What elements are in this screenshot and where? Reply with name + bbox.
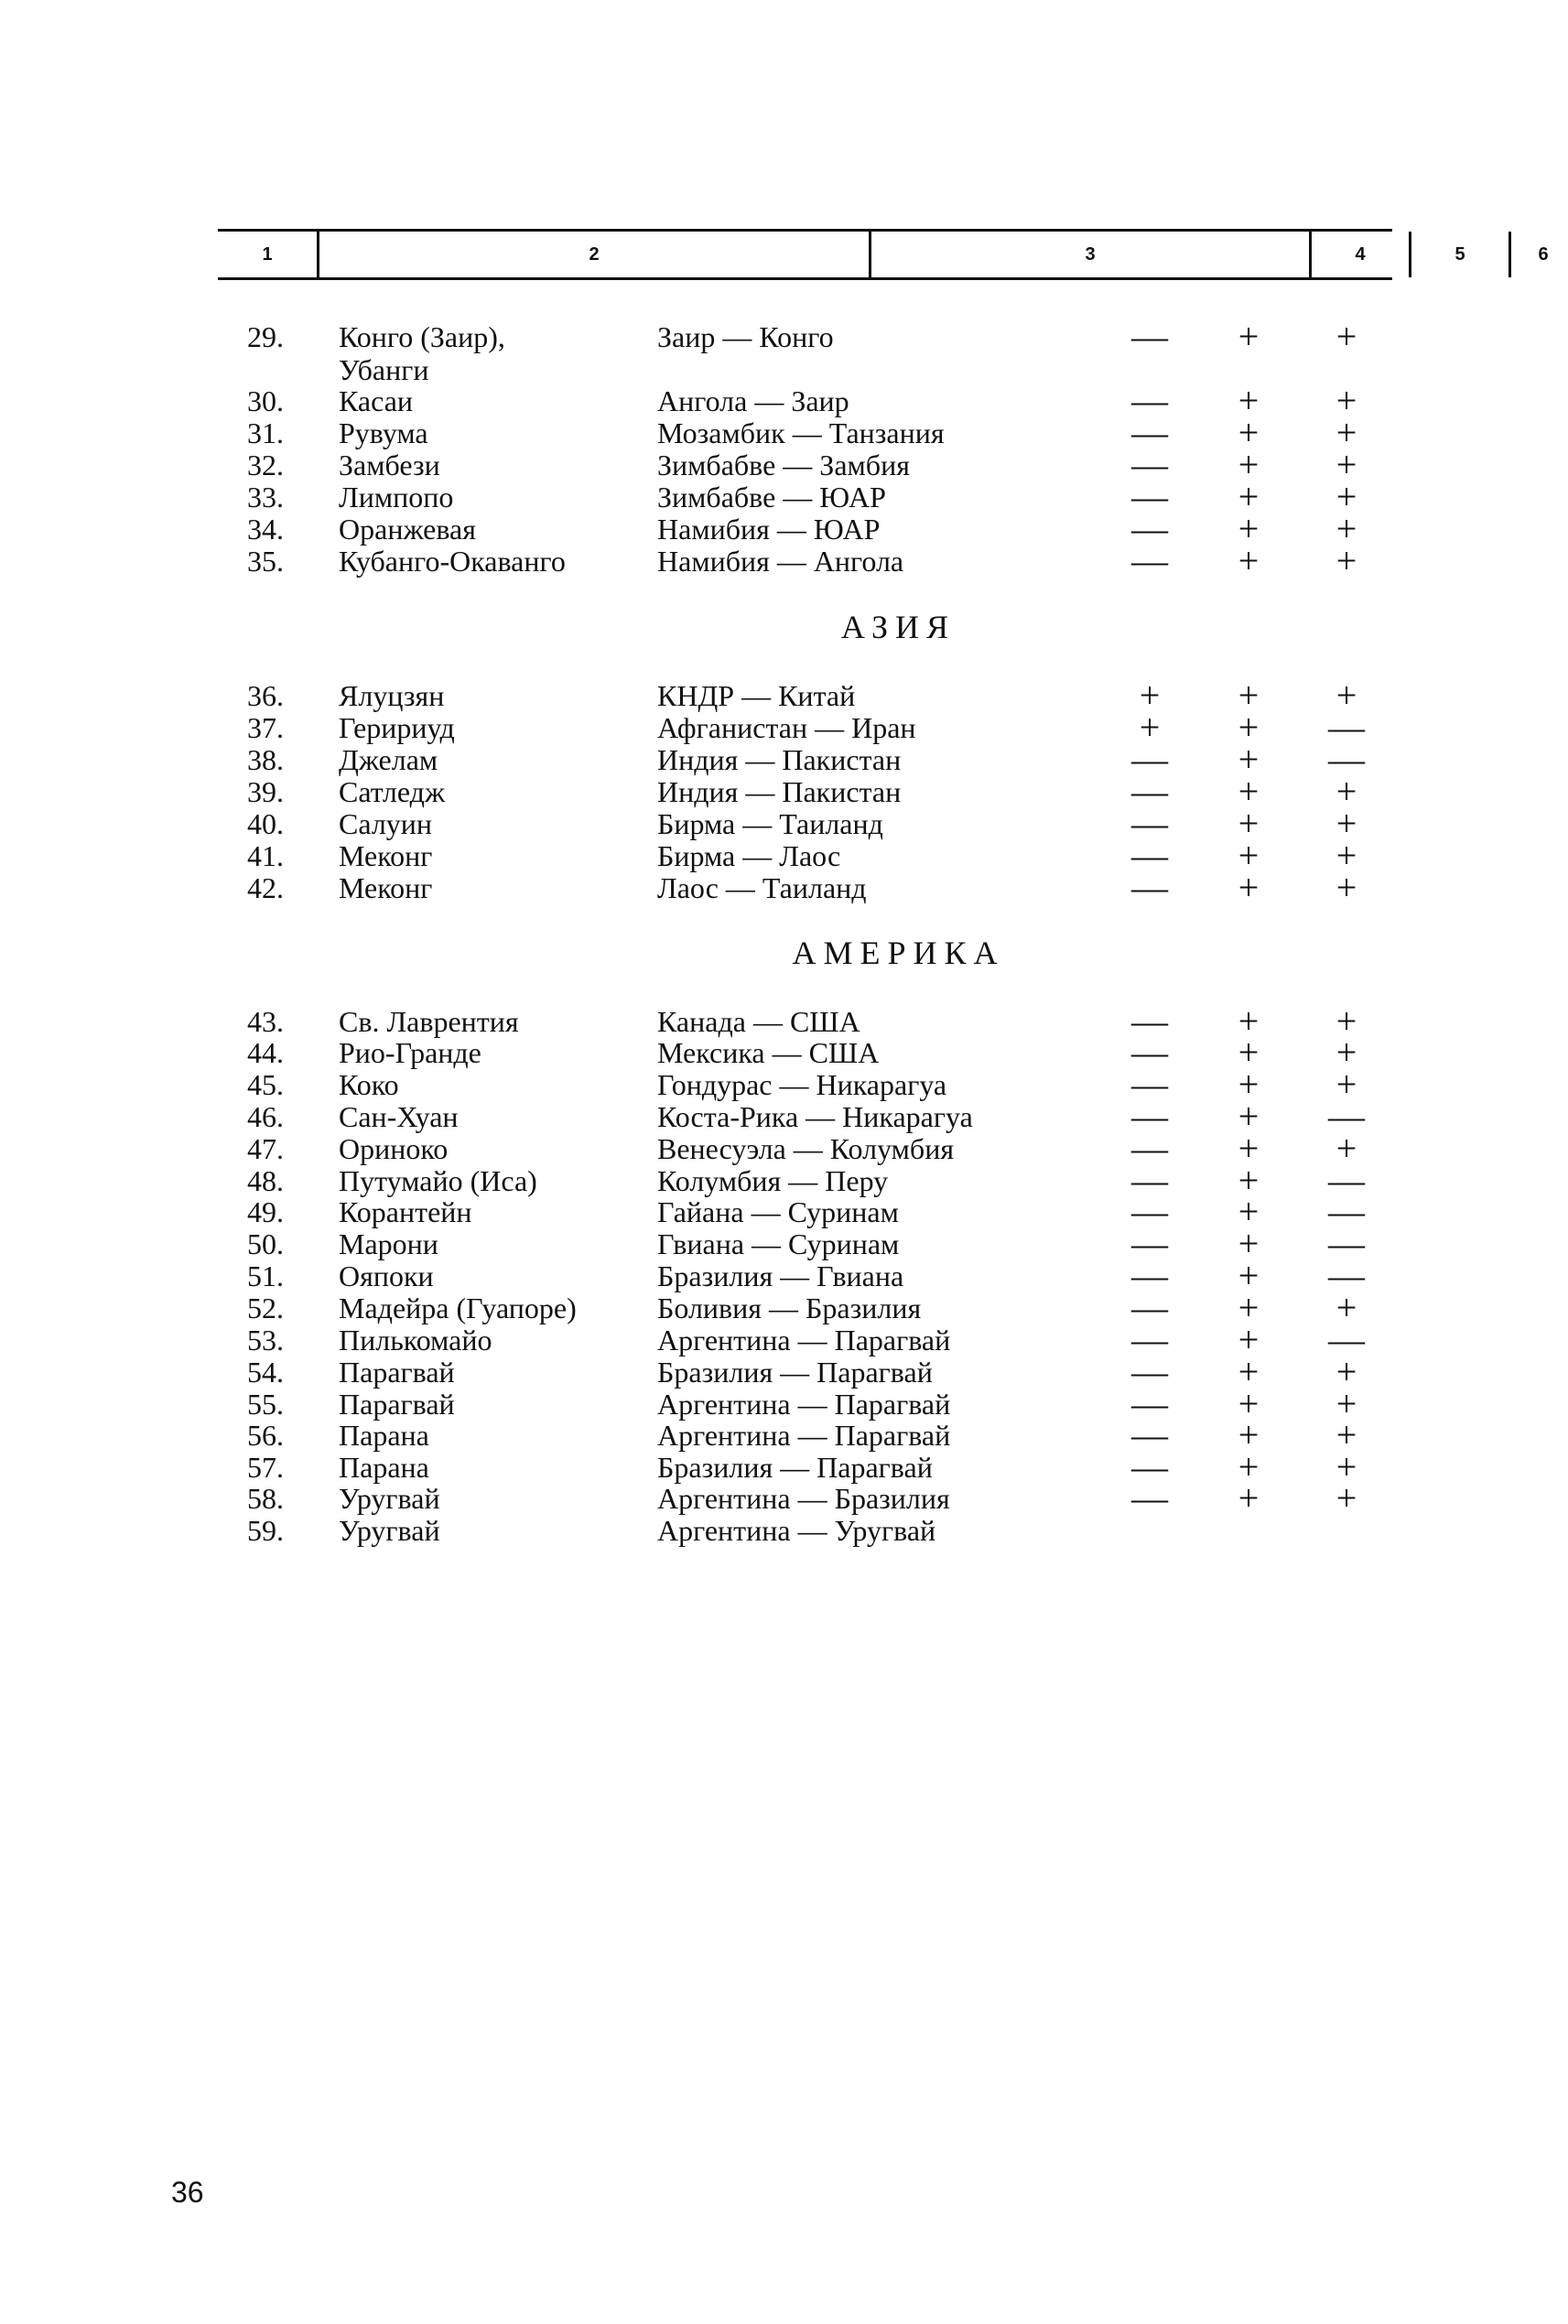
col4-mark: —: [1131, 803, 1168, 844]
header-col-5: 5: [1454, 243, 1465, 265]
col4-mark: —: [1131, 316, 1168, 357]
col6-mark: —: [1328, 739, 1365, 780]
col5-mark: +: [1238, 1160, 1260, 1201]
col4-mark: +: [1139, 675, 1161, 716]
table-row: [0, 1319, 1568, 1360]
col5-mark: +: [1238, 707, 1260, 748]
col4-mark: —: [1131, 412, 1168, 453]
col5-mark: +: [1238, 1477, 1260, 1519]
col5-mark: +: [1238, 540, 1260, 581]
row-number: 53.: [247, 1324, 284, 1357]
row-number: 29.: [247, 320, 284, 353]
col5-mark: +: [1238, 1000, 1260, 1042]
table-header: [218, 229, 1549, 280]
table-row: [0, 353, 1568, 386]
col4-mark: —: [1131, 1000, 1168, 1042]
col4-mark: —: [1131, 1351, 1168, 1392]
row-number: 41.: [247, 839, 284, 872]
col5-mark: +: [1238, 1223, 1260, 1264]
col5-mark: +: [1238, 444, 1260, 485]
header-col-2: 2: [589, 243, 600, 265]
river-name: Салуин: [339, 807, 433, 840]
table-row: [0, 771, 1568, 812]
col6-mark: —: [1328, 1255, 1365, 1296]
col5-mark: +: [1238, 1128, 1260, 1169]
col5-mark: +: [1238, 380, 1260, 421]
col4-mark: —: [1131, 380, 1168, 421]
col5-mark: +: [1238, 476, 1260, 517]
section-title-asia: АЗИЯ: [840, 609, 957, 645]
row-number: 52.: [247, 1292, 284, 1324]
countries: Индия — Пакистан: [657, 743, 902, 776]
table-row: [0, 1414, 1568, 1455]
col4-mark: —: [1131, 508, 1168, 549]
row-number: 35.: [247, 545, 284, 578]
row-number: 51.: [247, 1259, 284, 1292]
col4-mark: —: [1131, 1160, 1168, 1201]
countries: Коста-Рика — Никарагуа: [657, 1100, 973, 1133]
col6-mark: +: [1336, 380, 1357, 421]
river-name: Конго (Заир),: [339, 320, 505, 353]
river-name: Сатледж: [339, 775, 446, 808]
countries: Боливия — Бразилия: [657, 1292, 922, 1324]
row-number: 47.: [247, 1132, 284, 1165]
header-col-4: 4: [1355, 243, 1366, 265]
row-number: 49.: [247, 1195, 284, 1228]
river-name: Геририуд: [339, 711, 455, 744]
countries: Индия — Пакистан: [657, 775, 902, 808]
countries: Аргентина — Уругвай: [657, 1514, 936, 1547]
row-number: 30.: [247, 384, 284, 417]
countries: Зимбабве — ЮАР: [657, 481, 886, 513]
countries: Колумбия — Перу: [657, 1164, 889, 1197]
col6-mark: +: [1336, 1287, 1357, 1328]
table-row: [0, 835, 1568, 876]
river-name: Пилькомайо: [339, 1324, 492, 1357]
river-name: Кубанго-Окаванго: [339, 545, 566, 578]
row-number: 37.: [247, 711, 284, 744]
col5-mark: +: [1238, 412, 1260, 453]
table-row: [0, 739, 1568, 780]
col4-mark: —: [1131, 1446, 1168, 1487]
col6-mark: —: [1328, 707, 1365, 748]
table-row: [0, 1255, 1568, 1296]
col4-mark: —: [1131, 540, 1168, 581]
col4-mark: —: [1131, 476, 1168, 517]
table-row: [0, 380, 1568, 421]
col4-mark: —: [1131, 1477, 1168, 1519]
col5-mark: +: [1238, 1191, 1260, 1232]
row-number: 44.: [247, 1036, 284, 1069]
row-number: 33.: [247, 481, 284, 513]
table-row: [0, 508, 1568, 549]
countries: Лаос — Таиланд: [657, 871, 867, 904]
col6-mark: —: [1328, 1223, 1365, 1264]
row-number: 56.: [247, 1419, 284, 1452]
river-name: Мадейра (Гуапоре): [339, 1292, 577, 1324]
col5-mark: +: [1238, 835, 1260, 876]
col6-mark: +: [1336, 1000, 1357, 1042]
col5-mark: +: [1238, 771, 1260, 812]
table-row: [0, 1351, 1568, 1392]
section-title-america: АМЕРИКА: [792, 935, 1005, 971]
col5-mark: +: [1238, 803, 1260, 844]
col5-mark: +: [1238, 867, 1260, 908]
row-number: 46.: [247, 1100, 284, 1133]
col5-mark: +: [1238, 675, 1260, 716]
river-name: Меконг: [339, 871, 433, 904]
countries: Бразилия — Парагвай: [657, 1451, 933, 1484]
col6-mark: +: [1336, 444, 1357, 485]
river-name: Убанги: [339, 353, 429, 386]
col5-mark: +: [1238, 1319, 1260, 1360]
col6-mark: +: [1336, 1446, 1357, 1487]
river-name: Касаи: [339, 384, 414, 417]
header-col-3: 3: [1085, 243, 1096, 265]
countries: Мозамбик — Танзания: [657, 416, 945, 449]
row-number: 50.: [247, 1227, 284, 1260]
row-number: 58.: [247, 1482, 284, 1515]
river-name: Замбези: [339, 449, 440, 481]
table-row: [0, 476, 1568, 517]
river-name: Уругвай: [339, 1514, 440, 1547]
countries: КНДР — Китай: [657, 679, 856, 712]
row-number: 34.: [247, 513, 284, 546]
col5-mark: +: [1238, 508, 1260, 549]
col4-mark: —: [1131, 835, 1168, 876]
row-number: 32.: [247, 449, 284, 481]
river-name: Рио-Гранде: [339, 1036, 481, 1069]
river-name: Рувума: [339, 416, 428, 449]
col4-mark: —: [1131, 739, 1168, 780]
col4-mark: —: [1131, 1128, 1168, 1169]
col6-mark: +: [1336, 1383, 1357, 1424]
countries: Бирма — Лаос: [657, 839, 841, 872]
col5-mark: +: [1238, 1032, 1260, 1073]
river-name: Парана: [339, 1419, 429, 1452]
river-name: Св. Лаврентия: [339, 1005, 519, 1038]
page-number: 36: [171, 2176, 204, 2209]
col4-mark: —: [1131, 1096, 1168, 1137]
countries: Намибия — ЮАР: [657, 513, 881, 546]
river-name: Джелам: [339, 743, 438, 776]
col6-mark: +: [1336, 1414, 1357, 1455]
row-number: 48.: [247, 1164, 284, 1197]
col6-mark: +: [1336, 1477, 1357, 1519]
col6-mark: +: [1336, 835, 1357, 876]
countries: Гвиана — Суринам: [657, 1227, 900, 1260]
col6-mark: —: [1328, 1160, 1365, 1201]
col5-mark: +: [1238, 1351, 1260, 1392]
col4-mark: —: [1131, 1287, 1168, 1328]
row-number: 55.: [247, 1388, 284, 1421]
col4-mark: —: [1131, 1064, 1168, 1105]
col6-mark: —: [1328, 1191, 1365, 1232]
countries: Зимбабве — Замбия: [657, 449, 910, 481]
row-number: 42.: [247, 871, 284, 904]
countries: Аргентина — Бразилия: [657, 1482, 950, 1515]
river-name: Парана: [339, 1451, 429, 1484]
col4-mark: —: [1131, 1383, 1168, 1424]
countries: Намибия — Ангола: [657, 545, 904, 578]
col6-mark: —: [1328, 1319, 1365, 1360]
table-row: [0, 1032, 1568, 1073]
col6-mark: +: [1336, 1032, 1357, 1073]
row-number: 36.: [247, 679, 284, 712]
row-number: 57.: [247, 1451, 284, 1484]
countries: Аргентина — Парагвай: [657, 1388, 951, 1421]
countries: Заир — Конго: [657, 320, 834, 353]
col5-mark: +: [1238, 1383, 1260, 1424]
table-row: [0, 1000, 1568, 1042]
col6-mark: —: [1328, 1096, 1365, 1137]
col4-mark: —: [1131, 771, 1168, 812]
header-col-6: 6: [1538, 243, 1549, 265]
table-row: [0, 1096, 1568, 1137]
countries: Бразилия — Парагвай: [657, 1356, 933, 1389]
countries: Канада — США: [657, 1005, 860, 1038]
countries: Гондурас — Никарагуа: [657, 1068, 947, 1101]
col5-mark: +: [1238, 739, 1260, 780]
col6-mark: +: [1336, 412, 1357, 453]
countries: Афганистан — Иран: [657, 711, 916, 744]
river-name: Путумайо (Иса): [339, 1164, 537, 1197]
col4-mark: —: [1131, 867, 1168, 908]
col5-mark: +: [1238, 1446, 1260, 1487]
col5-mark: +: [1238, 1287, 1260, 1328]
table-row: [0, 1383, 1568, 1424]
row-number: 45.: [247, 1068, 284, 1101]
col5-mark: +: [1238, 316, 1260, 357]
river-name: Ориноко: [339, 1132, 449, 1165]
col5-mark: +: [1238, 1096, 1260, 1137]
col4-mark: —: [1131, 1319, 1168, 1360]
col5-mark: +: [1238, 1064, 1260, 1105]
table-row: [0, 1514, 1568, 1547]
col6-mark: +: [1336, 540, 1357, 581]
row-number: 59.: [247, 1514, 284, 1547]
col6-mark: +: [1336, 867, 1357, 908]
countries: Гайана — Суринам: [657, 1195, 899, 1228]
col4-mark: —: [1131, 1191, 1168, 1232]
row-number: 31.: [247, 416, 284, 449]
row-number: 43.: [247, 1005, 284, 1038]
river-name: Ояпоки: [339, 1259, 434, 1292]
col5-mark: +: [1238, 1414, 1260, 1455]
col4-mark: +: [1139, 707, 1161, 748]
col6-mark: +: [1336, 1128, 1357, 1169]
river-name: Уругвай: [339, 1482, 440, 1515]
col6-mark: +: [1336, 1351, 1357, 1392]
col4-mark: —: [1131, 1223, 1168, 1264]
countries: Ангола — Заир: [657, 384, 849, 417]
table-row: [0, 1477, 1568, 1519]
row-number: 54.: [247, 1356, 284, 1389]
river-name: Лимпопо: [339, 481, 454, 513]
col4-mark: —: [1131, 444, 1168, 485]
table-row: [0, 540, 1568, 581]
row-number: 38.: [247, 743, 284, 776]
river-name: Коко: [339, 1068, 399, 1101]
col6-mark: +: [1336, 675, 1357, 716]
col6-mark: +: [1336, 476, 1357, 517]
countries: Мексика — США: [657, 1036, 880, 1069]
col4-mark: —: [1131, 1414, 1168, 1455]
col5-mark: +: [1238, 1255, 1260, 1296]
river-name: Сан-Хуан: [339, 1100, 459, 1133]
col4-mark: —: [1131, 1032, 1168, 1073]
col6-mark: +: [1336, 803, 1357, 844]
table-row: [0, 1446, 1568, 1487]
col4-mark: —: [1131, 1255, 1168, 1296]
table-row: [0, 867, 1568, 908]
col6-mark: +: [1336, 508, 1357, 549]
river-name: Оранжевая: [339, 513, 476, 546]
countries: Бразилия — Гвиана: [657, 1259, 904, 1292]
river-name: Парагвай: [339, 1388, 455, 1421]
table-row: [0, 316, 1568, 357]
countries: Бирма — Таиланд: [657, 807, 883, 840]
table-row: [0, 412, 1568, 453]
col6-mark: +: [1336, 316, 1357, 357]
river-name: Марони: [339, 1227, 438, 1260]
col6-mark: +: [1336, 1064, 1357, 1105]
row-number: 39.: [247, 775, 284, 808]
countries: Аргентина — Парагвай: [657, 1419, 951, 1452]
table-row: [0, 444, 1568, 485]
countries: Аргентина — Парагвай: [657, 1324, 951, 1357]
col6-mark: +: [1336, 771, 1357, 812]
row-number: 40.: [247, 807, 284, 840]
river-name: Парагвай: [339, 1356, 455, 1389]
countries: Венесуэла — Колумбия: [657, 1132, 955, 1165]
table-row: [0, 803, 1568, 844]
river-name: Меконг: [339, 839, 433, 872]
river-name: Корантейн: [339, 1195, 472, 1228]
header-col-1: 1: [262, 243, 273, 265]
river-name: Ялуцзян: [339, 679, 445, 712]
